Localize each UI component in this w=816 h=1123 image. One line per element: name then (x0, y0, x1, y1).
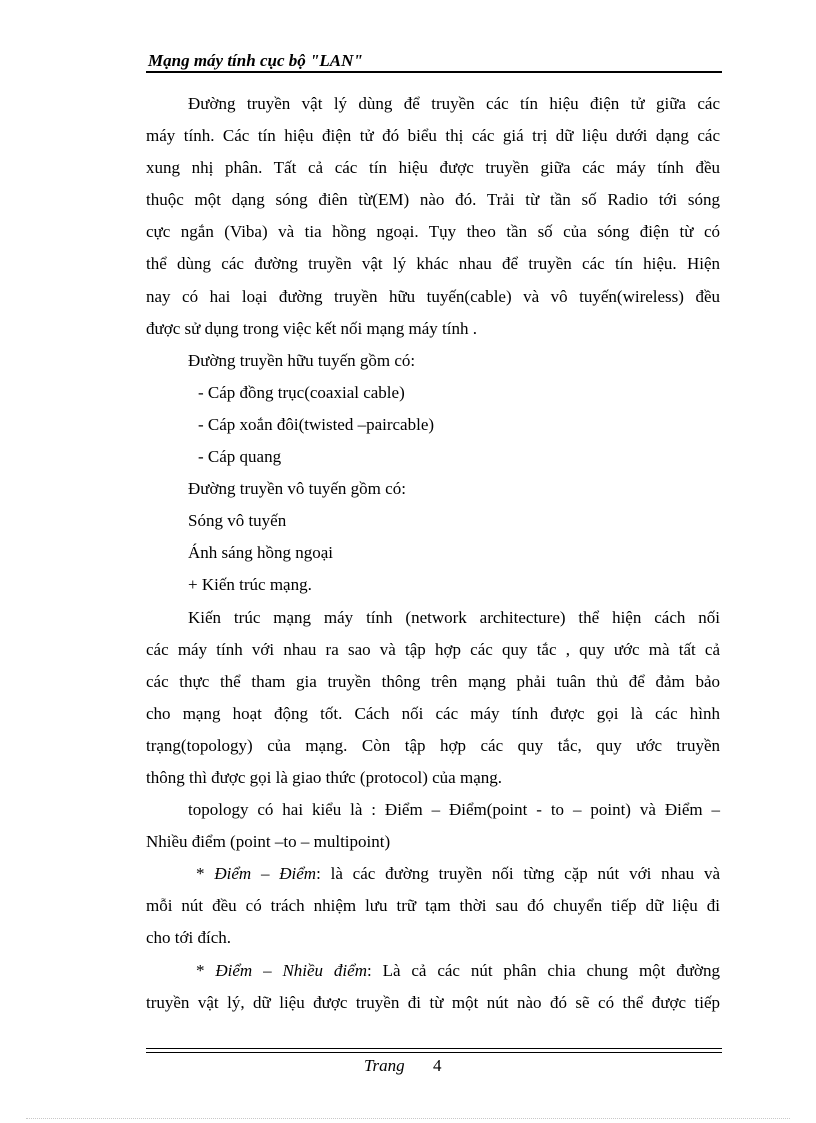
body-text (146, 88, 720, 1019)
paragraph-line: trạng(topology) của mạng. Còn tập hợp các quy tắc, quy ước truyền (146, 735, 720, 755)
wired-intro: Đường truyền hữu tuyến gồm có: (188, 350, 416, 370)
paragraph-line: thuộc một dạng sóng điên từ(EM) nào đó. Trải từ tần số Radio tới sóng (146, 190, 720, 210)
paragraph-line: các máy tính với nhau ra sao và tập hợp các quy tắc , quy ước mà tất cả (146, 639, 720, 659)
section-heading: + Kiến trúc mạng. (188, 575, 312, 595)
list-item: - Cáp đồng trục(coaxial cable) (198, 382, 405, 402)
paragraph-line: mỗi nút đều có trách nhiệm lưu trữ tạm thời sau đó chuyển tiếp dữ liệu đi (146, 896, 720, 916)
header-rule (146, 71, 722, 73)
paragraph-line: topology có hai kiểu là : Điểm – Điểm(point - to – point) và Điểm – (188, 800, 720, 820)
header-title: Mạng máy tính cục bộ "LAN" (148, 51, 363, 70)
bullet-mark: * (196, 864, 215, 884)
footer-page-label: Trang (364, 1056, 405, 1075)
list-item: - Cáp quang (198, 447, 282, 467)
paragraph-line: Đường truyền vật lý dùng để truyền các tín hiệu điện tử giữa các (188, 94, 720, 113)
page-edge (26, 1118, 790, 1119)
paragraph-line: nay có hai loại đường truyền hữu tuyến(cable) và vô tuyến(wireless) đều (146, 286, 720, 306)
paragraph-line: Nhiều điểm (point –to – multipoint) (146, 832, 391, 852)
paragraph-line (146, 955, 720, 987)
paragraph-line: cho tới đích. (146, 928, 231, 948)
paragraph-line: các thực thể tham gia truyền thông trên mạng phải tuân thủ để đảm bảo (146, 671, 720, 691)
paragraph-text: : Là cả các nút phân chia chung một đường (366, 960, 720, 980)
term-point-to-multipoint: Điểm – Nhiều điểm (215, 960, 367, 980)
paragraph-text: : là các đường truyền nối từng cặp nút với nhau và (316, 864, 720, 884)
footer-page-number: 4 (433, 1056, 442, 1075)
paragraph-line: máy tính. Các tín hiệu điện tử đó biểu thị các giá trị dữ liệu dưới dạng các (146, 126, 720, 146)
list-item: - Cáp xoắn đôi(twisted –paircable) (198, 414, 435, 434)
term-point-to-point: Điểm – Điểm (214, 864, 317, 884)
footer-rule (146, 1048, 722, 1049)
list-item: Sóng vô tuyến (188, 511, 287, 531)
paragraph-line: thể dùng các đường truyền vật lý khác nhau để truyền các tín hiệu. Hiện (146, 254, 720, 274)
bullet-mark: * (196, 960, 216, 980)
paragraph-line: thông thì được gọi là giao thức (protocol) của mạng. (146, 767, 502, 787)
paragraph-line: truyền vật lý, dữ liệu được truyền đi từ một nút nào đó sẽ có thể được tiếp (146, 992, 720, 1012)
footer-rule (146, 1052, 722, 1053)
paragraph-line: được sử dụng trong việc kết nối mạng máy tính . (146, 318, 478, 338)
paragraph-line: Kiến trúc mạng máy tính (network architecture) thể hiện cách nối (188, 607, 720, 627)
page-header (146, 49, 722, 75)
wireless-intro: Đường truyền vô tuyến gồm có: (188, 479, 406, 499)
paragraph-line (146, 858, 720, 890)
paragraph-line: cực ngắn (Viba) và tia hồng ngoại. Tụy theo tần số của sóng điện từ có (146, 222, 720, 242)
paragraph-line: xung nhị phân. Tất cả các tín hiệu được truyền giữa các máy tính đều (146, 158, 720, 178)
list-item: Ánh sáng hồng ngoại (188, 543, 333, 563)
paragraph-line: cho mạng hoạt động tốt. Cách nối các máy tính được gọi là các hình (146, 703, 720, 723)
